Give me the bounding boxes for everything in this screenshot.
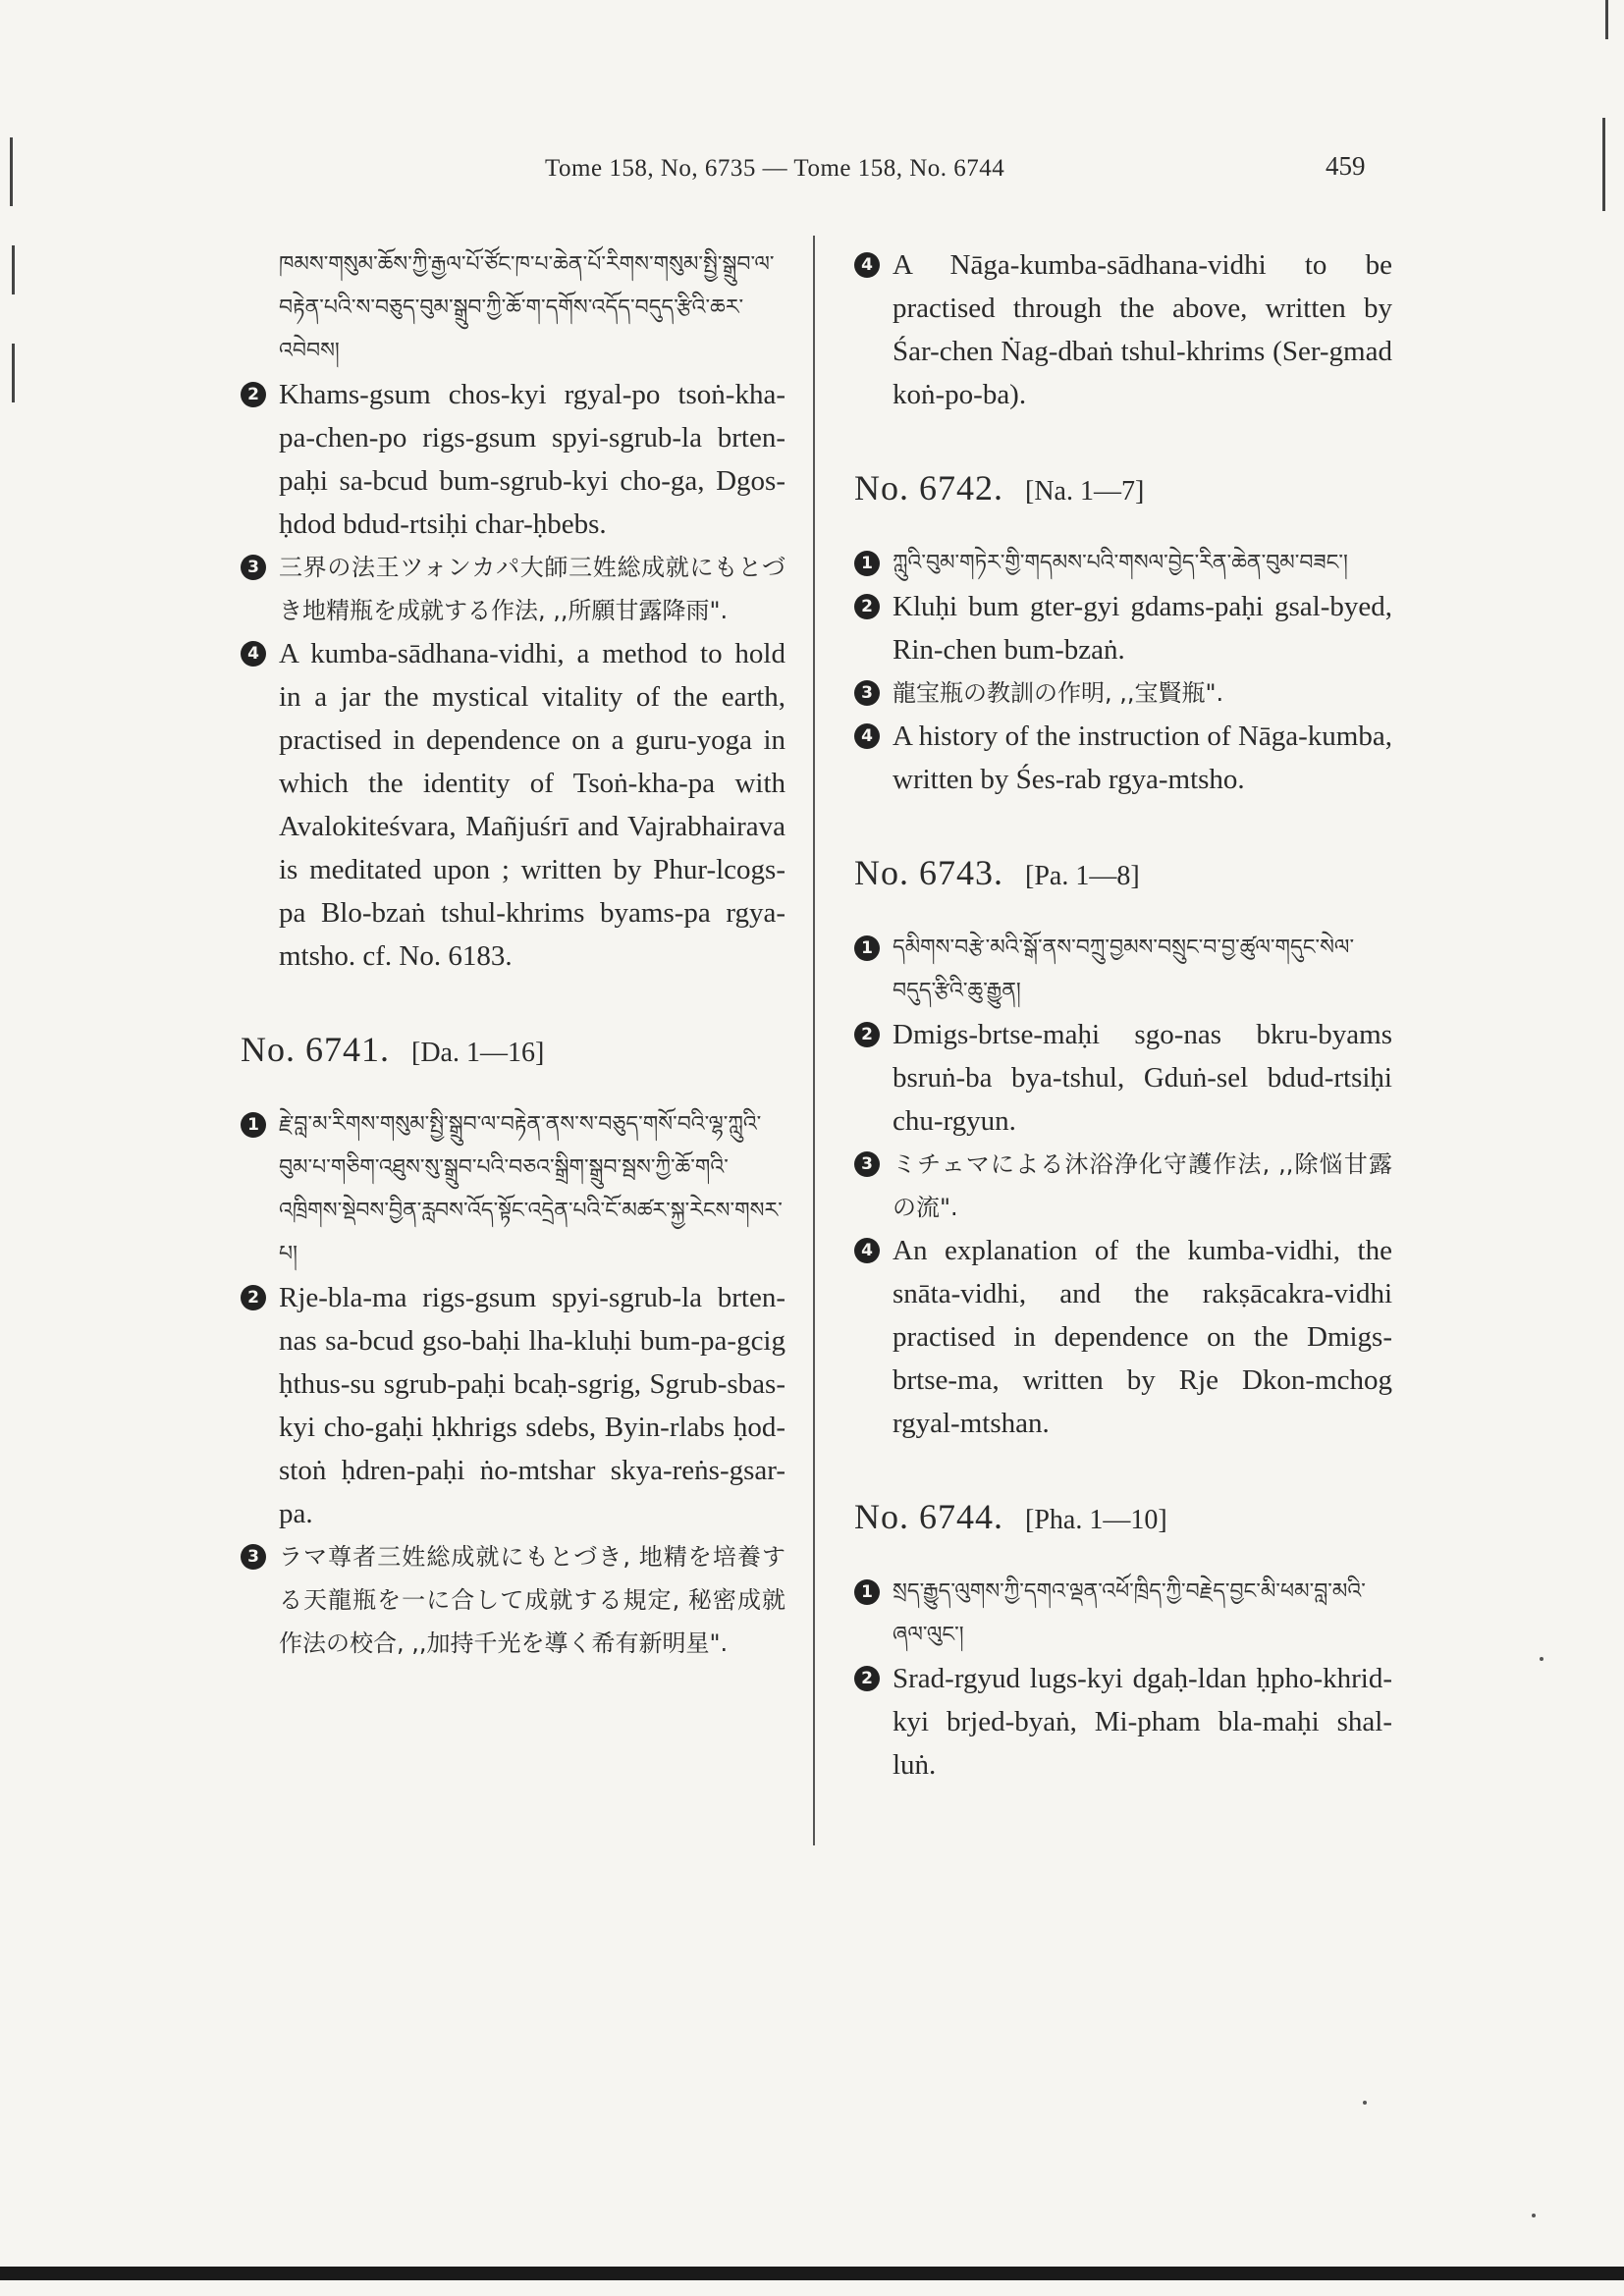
romanized-title: Kluḥi bum gter-gyi gdams-paḥi gsal-byed, Rin-chen bum-bzaṅ.	[893, 591, 1392, 666]
entry-number: No. 6744.	[854, 1497, 1003, 1536]
japanese-title: ミチェマによる沐浴浄化守護作法, ,,除悩甘露の流".	[893, 1150, 1392, 1221]
left-column	[241, 243, 785, 1665]
tibetan-title: སྲད་རྒྱུད་ལུགས་ཀྱི་དགའ་ལྡན་འཕོ་ཁྲིད་ཀྱི་བརྗེད་བྱང་མི་ཕམ་བླ་མའི་ཞལ་ལུང་།	[893, 1579, 1366, 1647]
japanese-title: 三界の法王ツォンカパ大師三姓総成就にもとづき地精瓶を成就する作法, ,,所願甘露降雨".	[279, 554, 785, 624]
entry-heading-6741	[241, 1029, 785, 1070]
tibetan-title: དམིགས་བརྩེ་མའི་སྒོ་ནས་བཀྲུ་བྱམས་བསྲུང་བ་བྱ་ཚུལ་གདུང་སེལ་བདུད་རྩིའི་ཆུ་རྒྱུན།	[893, 935, 1355, 1003]
marker-4: 4	[854, 1238, 880, 1263]
english-description: An explanation of the kumba-vidhi, the snāta-vidhi, and the rakṣācakra-vidhi practised in dependence on the Dmigs-brtse-ma, written by Rje Dkon-mchog rgyal-mtshan.	[893, 1235, 1392, 1439]
left-margin-mark	[12, 245, 15, 294]
english-description-block	[854, 715, 1392, 801]
marker-2: 2	[241, 382, 266, 407]
page-number: 459	[1326, 151, 1366, 181]
marker-4: 4	[854, 723, 880, 749]
entry-heading-6743	[854, 852, 1392, 893]
marker-4: 4	[854, 252, 880, 278]
speck	[1363, 2101, 1367, 2105]
entry-location: [Da. 1—16]	[411, 1038, 545, 1068]
english-description-block	[241, 632, 785, 978]
romanized-title-block	[854, 1657, 1392, 1787]
tibetan-title-block	[854, 1571, 1392, 1657]
entry-location: [Pha. 1—10]	[1025, 1505, 1167, 1535]
tibetan-title-block	[854, 927, 1392, 1013]
right-margin-mark	[1605, 0, 1608, 39]
romanized-title: Dmigs-brtse-maḥi sgo-nas bkru-byams bsruṅ-ba bya-tshul, Gduṅ-sel bdud-rtsiḥi chu-rgyun.	[893, 1019, 1392, 1137]
japanese-title: ラマ尊者三姓総成就にもとづき, 地精を培養する天龍瓶を一に合して成就する規定, 秘密成就作法の校合, ,,加持千光を導く希有新明星".	[279, 1543, 785, 1657]
marker-2: 2	[241, 1285, 266, 1310]
romanized-title-block	[241, 1276, 785, 1535]
english-description: A history of the instruction of Nāga-kumba, written by Śes-rab rgya-mtsho.	[893, 721, 1392, 795]
marker-2: 2	[854, 594, 880, 619]
english-description-block	[854, 243, 1392, 416]
entry-number: No. 6742.	[854, 468, 1003, 507]
entry-heading-6742	[854, 467, 1392, 508]
romanized-title-block	[854, 1013, 1392, 1143]
japanese-title-block	[241, 546, 785, 632]
speck	[1532, 2214, 1536, 2217]
romanized-title: Srad-rgyud lugs-kyi dgaḥ-ldan ḥpho-khrid-kyi brjed-byaṅ, Mi-pham bla-maḥi shal-luṅ.	[893, 1663, 1392, 1781]
marker-3: 3	[241, 555, 266, 580]
right-margin-mark	[1602, 118, 1605, 211]
english-description-block	[854, 1229, 1392, 1445]
entry-number: No. 6743.	[854, 853, 1003, 892]
tibetan-title: ཁམས་གསུམ་ཆོས་ཀྱི་རྒྱལ་པོ་ཙོང་ཁ་པ་ཆེན་པོ་རིགས་གསུམ་སྤྱི་སྒྲུབ་ལ་བརྟེན་པའི་ས་བཅུད་བུམ་སྒྲུབ་ཀྱི་ཆོ་ག་དགོས་འདོད་བདུད་རྩིའི་ཆར་འབེབས།	[279, 252, 775, 363]
marker-4: 4	[241, 641, 266, 667]
tibetan-title: རྗེ་བླ་མ་རིགས་གསུམ་སྤྱི་སྒྲུབ་ལ་བརྟེན་ནས་ས་བཅུད་གསོ་བའི་ལྷ་ཀླུའི་བུམ་པ་གཅིག་འཐུས་སུ་སྒྲུབ་པའི་བཅའ་སྒྲིག་སྒྲུབ་སྦས་ཀྱི་ཆོ་གའི་འཁྲིགས་སྡེབས་བྱིན་རླབས་འོད་སྟོང་འདྲེན་པའི་ངོ་མཚར་སྐྱ་རེངས་གསར་པ།	[279, 1112, 783, 1266]
entry-location: [Pa. 1—8]	[1025, 861, 1140, 891]
japanese-title-block	[854, 1143, 1392, 1229]
marker-1: 1	[854, 935, 880, 961]
marker-3: 3	[854, 680, 880, 706]
column-divider	[813, 236, 815, 1845]
entry-location: [Na. 1—7]	[1025, 476, 1145, 507]
romanized-title-block	[241, 373, 785, 546]
marker-1: 1	[854, 551, 880, 576]
romanized-title: Rje-bla-ma rigs-gsum spyi-sgrub-la brten-nas sa-bcud gso-baḥi lha-kluḥi bum-pa-gcig ḥthus-su sgrub-paḥi bcaḥ-sgrig, Sgrub-sbas-kyi cho-gaḥi ḥkhrigs sdebs, Byin-rlabs ḥod-stoṅ ḥdren-paḥi ṅo-mtshar skya-reṅs-gsar-pa.	[279, 1282, 785, 1529]
marker-3: 3	[854, 1151, 880, 1177]
tibetan-title: ཀླུའི་བུམ་གཏེར་གྱི་གདམས་པའི་གསལ་བྱེད་རིན་ཆེན་བུམ་བཟང་།	[893, 551, 1348, 575]
japanese-title-block	[241, 1535, 785, 1665]
speck	[1540, 1657, 1543, 1661]
english-description: A Nāga-kumba-sādhana-vidhi to be practised through the above, written by Śar-chen Ṅag-dbaṅ tshul-khrims (Ser-gmad koṅ-po-ba).	[893, 249, 1392, 410]
marker-2: 2	[854, 1666, 880, 1691]
scan-bottom-edge	[0, 2267, 1624, 2280]
tibetan-title-block	[854, 542, 1392, 585]
left-margin-mark	[10, 137, 13, 206]
right-column	[854, 243, 1392, 1787]
japanese-title-block	[854, 671, 1392, 715]
english-description: A kumba-sādhana-vidhi, a method to hold in a jar the mystical vitality of the earth, practised in dependence on a guru-yoga in which the identity of Tsoṅ-kha-pa with Avalokiteśvara, Mañjuśrī and Vajrabhairava is meditated upon ; written by Phur-lcogs-pa Blo-bzaṅ tshul-khrims byams-pa rgya-mtsho. cf. No. 6183.	[279, 638, 785, 972]
marker-1: 1	[241, 1112, 266, 1138]
romanized-title: Khams-gsum chos-kyi rgyal-po tsoṅ-kha-pa-chen-po rigs-gsum spyi-sgrub-la brten-paḥi sa-bcud bum-sgrub-kyi cho-ga, Dgos-ḥdod bdud-rtsiḥi char-ḥbebs.	[279, 379, 785, 540]
running-head: Tome 158, No, 6735 — Tome 158, No. 6744	[545, 155, 1005, 182]
marker-2: 2	[854, 1022, 880, 1047]
entry-number: No. 6741.	[241, 1030, 390, 1069]
marker-3: 3	[241, 1544, 266, 1570]
tibetan-title-block	[241, 243, 785, 373]
left-margin-mark	[12, 344, 15, 402]
japanese-title: 龍宝瓶の教訓の作明, ,,宝賢瓶".	[893, 679, 1224, 707]
tibetan-title-block	[241, 1103, 785, 1276]
entry-heading-6744	[854, 1496, 1392, 1537]
marker-1: 1	[854, 1579, 880, 1605]
romanized-title-block	[854, 585, 1392, 671]
